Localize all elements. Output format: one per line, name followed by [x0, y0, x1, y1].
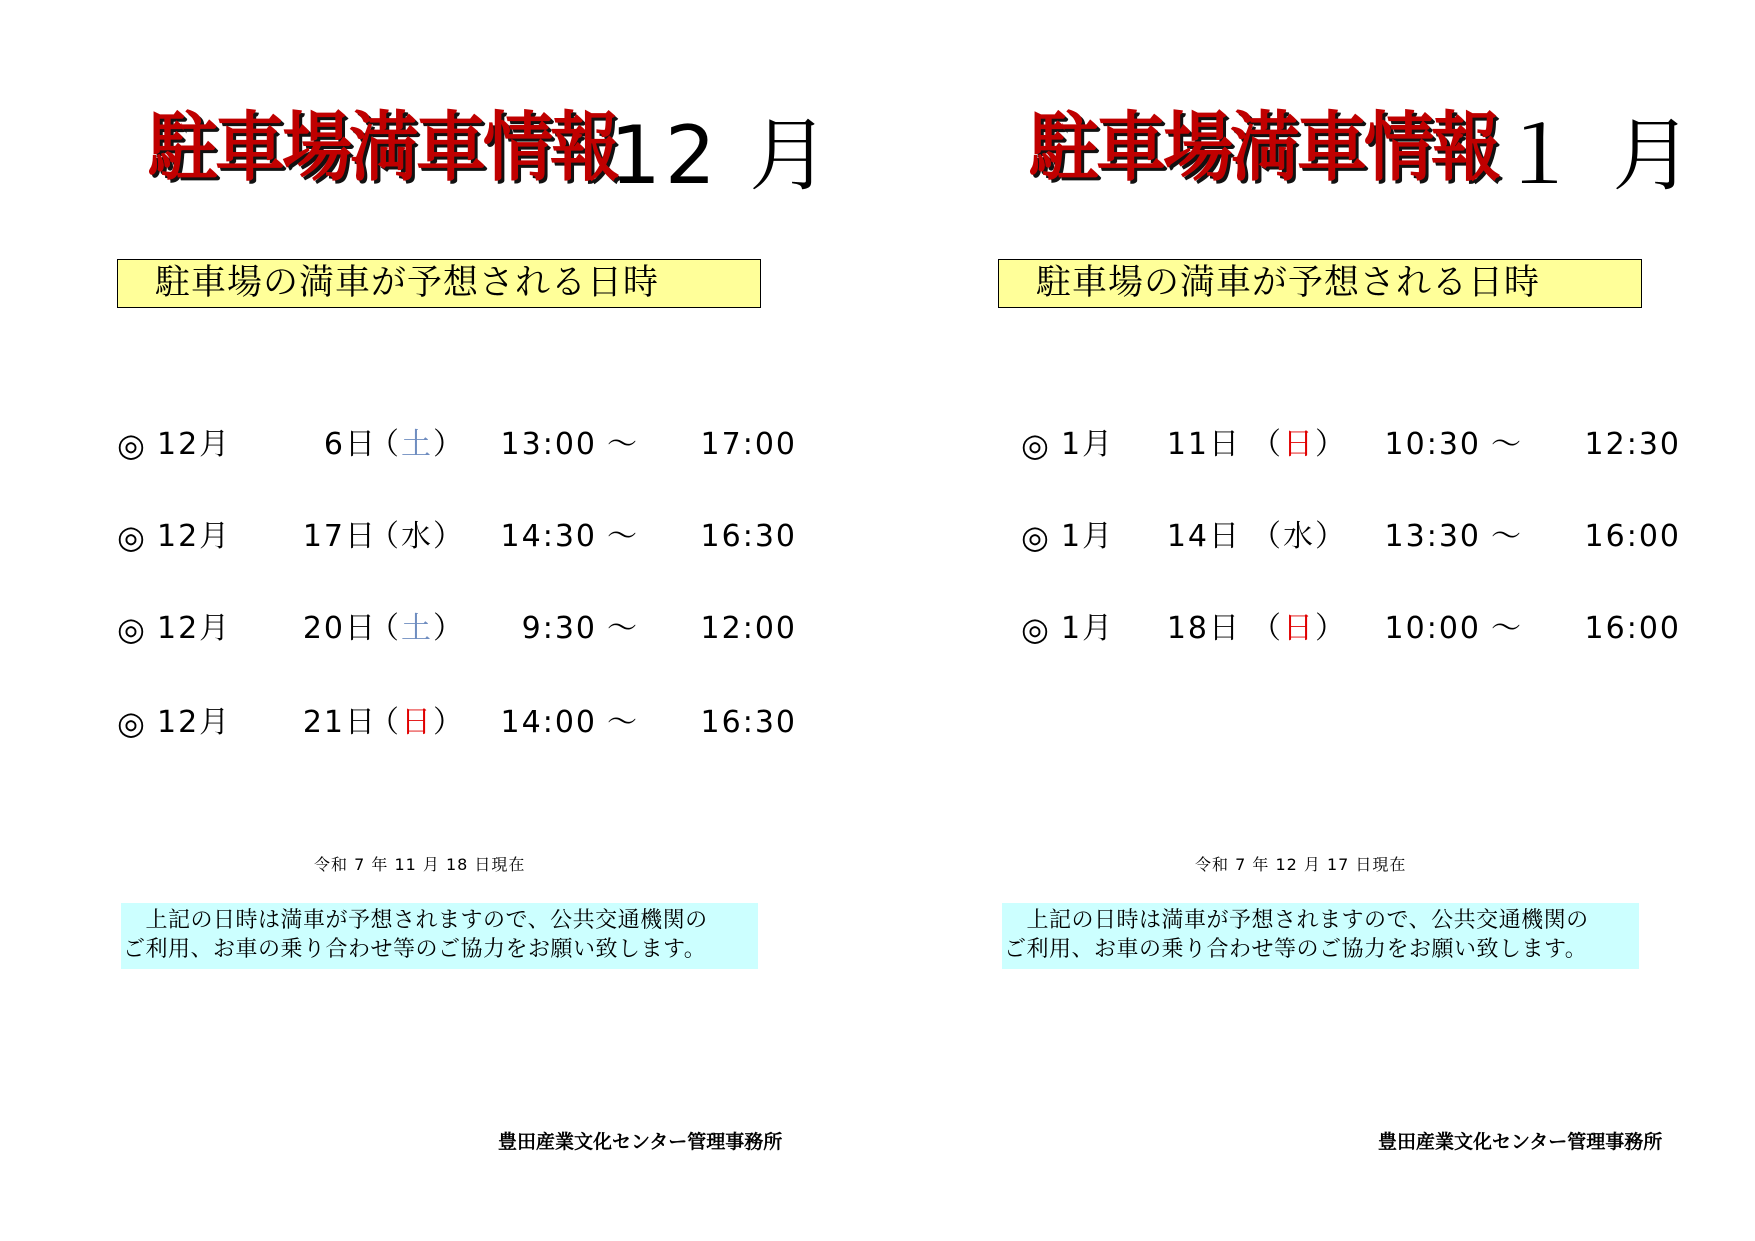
paren-close: ）: [433, 519, 465, 554]
double-circle-icon: ◎: [1021, 610, 1051, 648]
row-start-time: 10:00: [1384, 611, 1481, 646]
paren-open: （: [369, 611, 401, 646]
row-end-time: 16:00: [1584, 519, 1681, 554]
row-weekday: 土: [401, 611, 433, 646]
row-day: 20日: [302, 611, 377, 646]
notice-box: [121, 903, 758, 969]
row-day: 17日: [302, 519, 377, 554]
double-circle-icon: ◎: [1021, 426, 1051, 464]
row-weekday-group: [1251, 604, 1347, 654]
row-tilde: ～: [607, 427, 639, 462]
row-start-time: 14:30: [500, 519, 597, 554]
paren-open: （: [1251, 519, 1283, 554]
page-title: 駐車場満車情報: [148, 102, 617, 192]
subtitle: 駐車場の満車が予想される日時: [155, 263, 660, 303]
month-label: １ 月: [1499, 109, 1697, 202]
row-weekday-group: [369, 420, 465, 470]
row-start-time: 14:00: [500, 705, 597, 740]
row-day: 6日: [323, 427, 377, 462]
row-weekday: 日: [401, 705, 433, 740]
row-weekday-group: [369, 698, 465, 748]
row-end-time: 12:00: [700, 611, 797, 646]
row-start-time: 13:00: [500, 427, 597, 462]
row-end-time: 12:30: [1584, 427, 1681, 462]
paren-open: （: [1251, 427, 1283, 462]
row-weekday-group: [1251, 420, 1347, 470]
notice-line-1-text: 上記の日時は満車が予想されますので、公共交通機関の: [145, 908, 708, 933]
subtitle-box: [117, 259, 761, 308]
row-month: 1月: [1061, 519, 1115, 554]
row-weekday: 水: [1283, 519, 1315, 554]
row-month: 12月: [157, 427, 232, 462]
double-circle-icon: ◎: [1021, 518, 1051, 556]
december-panel: [0, 0, 877, 1241]
paren-open: （: [369, 427, 401, 462]
paren-open: （: [369, 705, 401, 740]
row-end-time: 16:00: [1584, 611, 1681, 646]
row-weekday: 土: [401, 427, 433, 462]
row-tilde: ～: [607, 611, 639, 646]
as-of-date: 令和 7 年 12 月 17 日現在: [1195, 855, 1407, 874]
row-day: 18日: [1166, 611, 1241, 646]
paren-open: （: [1251, 611, 1283, 646]
row-day: 14日: [1166, 519, 1241, 554]
row-weekday-group: [369, 604, 465, 654]
row-start-time: 9:30: [521, 611, 597, 646]
paren-close: ）: [433, 427, 465, 462]
paren-close: ）: [433, 705, 465, 740]
double-circle-icon: ◎: [117, 704, 147, 742]
row-weekday-group: [1251, 512, 1347, 562]
notice-box: [1002, 903, 1639, 969]
subtitle: 駐車場の満車が予想される日時: [1036, 263, 1541, 303]
office-name: 豊田産業文化センター管理事務所: [498, 1131, 783, 1153]
row-weekday: 日: [1283, 427, 1315, 462]
row-tilde: ～: [1491, 519, 1523, 554]
row-tilde: ～: [607, 519, 639, 554]
row-end-time: 16:30: [700, 519, 797, 554]
row-start-time: 10:30: [1384, 427, 1481, 462]
row-day: 21日: [302, 705, 377, 740]
double-circle-icon: ◎: [117, 610, 147, 648]
as-of-date: 令和 7 年 11 月 18 日現在: [314, 855, 526, 874]
double-circle-icon: ◎: [117, 426, 147, 464]
row-tilde: ～: [1491, 427, 1523, 462]
row-end-time: 17:00: [700, 427, 797, 462]
paren-close: ）: [1315, 427, 1347, 462]
row-day: 11日: [1166, 427, 1241, 462]
page-title: 駐車場満車情報: [1029, 102, 1498, 192]
row-tilde: ～: [607, 705, 639, 740]
notice-line-1: [1004, 906, 1637, 935]
row-month: 12月: [157, 705, 232, 740]
notice-line-1: [123, 906, 756, 935]
paren-close: ）: [433, 611, 465, 646]
paren-open: （: [369, 519, 401, 554]
office-name: 豊田産業文化センター管理事務所: [1378, 1131, 1663, 1153]
row-end-time: 16:30: [700, 705, 797, 740]
notice-line-1-text: 上記の日時は満車が予想されますので、公共交通機関の: [1026, 908, 1589, 933]
january-panel: [881, 0, 1755, 1241]
row-weekday: 日: [1283, 611, 1315, 646]
row-month: 12月: [157, 519, 232, 554]
row-start-time: 13:30: [1384, 519, 1481, 554]
notice-line-2: ご利用、お車の乗り合わせ等のご協力をお願い致します。: [123, 937, 707, 962]
notice-line-2: ご利用、お車の乗り合わせ等のご協力をお願い致します。: [1004, 937, 1588, 962]
paren-close: ）: [1315, 519, 1347, 554]
row-weekday: 水: [401, 519, 433, 554]
paren-close: ）: [1315, 611, 1347, 646]
subtitle-box: [998, 259, 1642, 308]
row-month: 1月: [1061, 427, 1115, 462]
month-label: 12 月: [610, 109, 834, 202]
row-weekday-group: [369, 512, 465, 562]
row-month: 12月: [157, 611, 232, 646]
row-tilde: ～: [1491, 611, 1523, 646]
double-circle-icon: ◎: [117, 518, 147, 556]
row-month: 1月: [1061, 611, 1115, 646]
